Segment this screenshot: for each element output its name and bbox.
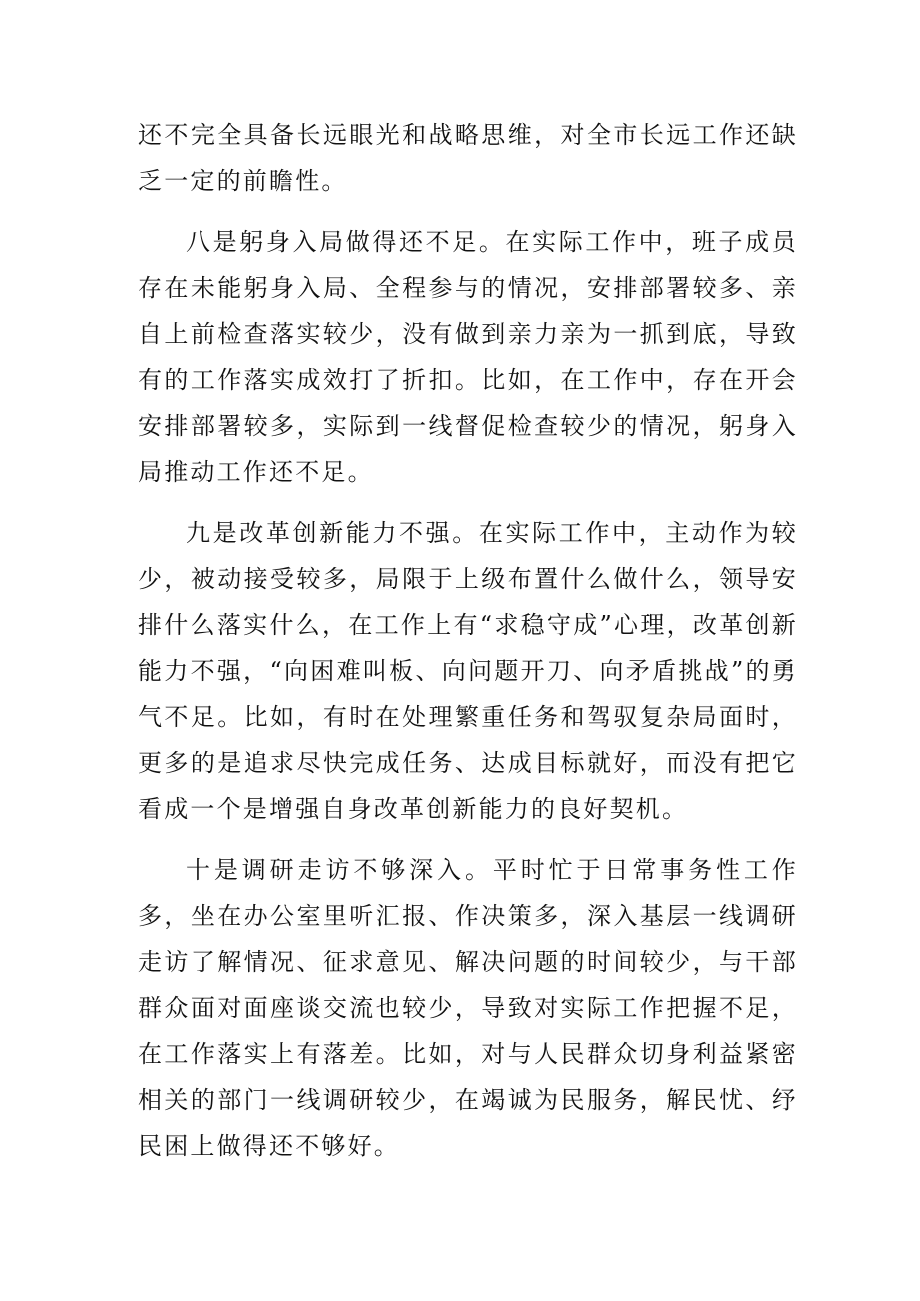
document-body — [138, 112, 798, 1169]
paragraph-point-10: 十是调研走访不够深入。平时忙于日常事务性工作多，坐在办公室里听汇报、作决策多，深入基层一线调研走访了解情况、征求意见、解决问题的时间较少，与干部群众面对面座谈交流也较少，导致对实际工作把握不足，在工作落实上有落差。比如，对与人民群众切身利益紧密相关的部门一线调研较少，在竭诚为民服务，解民忧、纾民困上做得还不够好。 — [138, 856, 798, 1160]
paragraph-point-8: 八是躬身入局做得还不足。在实际工作中，班子成员存在未能躬身入局、全程参与的情况，安排部署较多、亲自上前检查落实较少，没有做到亲力亲为一抓到底，导致有的工作落实成效打了折扣。比如，在工作中，存在开会安排部署较多，实际到一线督促检查较少的情况，躬身入局推动工作还不足。 — [138, 228, 798, 486]
paragraph-point-9: 九是改革创新能力不强。在实际工作中，主动作为较少，被动接受较多，局限于上级布置什么做什么，领导安排什么落实什么，在工作上有“求稳守成”心理，改革创新能力不强，“向困难叫板、向问题开刀、向矛盾挑战”的勇气不足。比如，有时在处理繁重任务和驾驭复杂局面时，更多的是追求尽快完成任务、达成目标就好，而没有把它看成一个是增强自身改革创新能力的良好契机。 — [138, 519, 798, 823]
paragraph-continuation: 还不完全具备长远眼光和战略思维，对全市长远工作还缺乏一定的前瞻性。 — [138, 121, 798, 195]
